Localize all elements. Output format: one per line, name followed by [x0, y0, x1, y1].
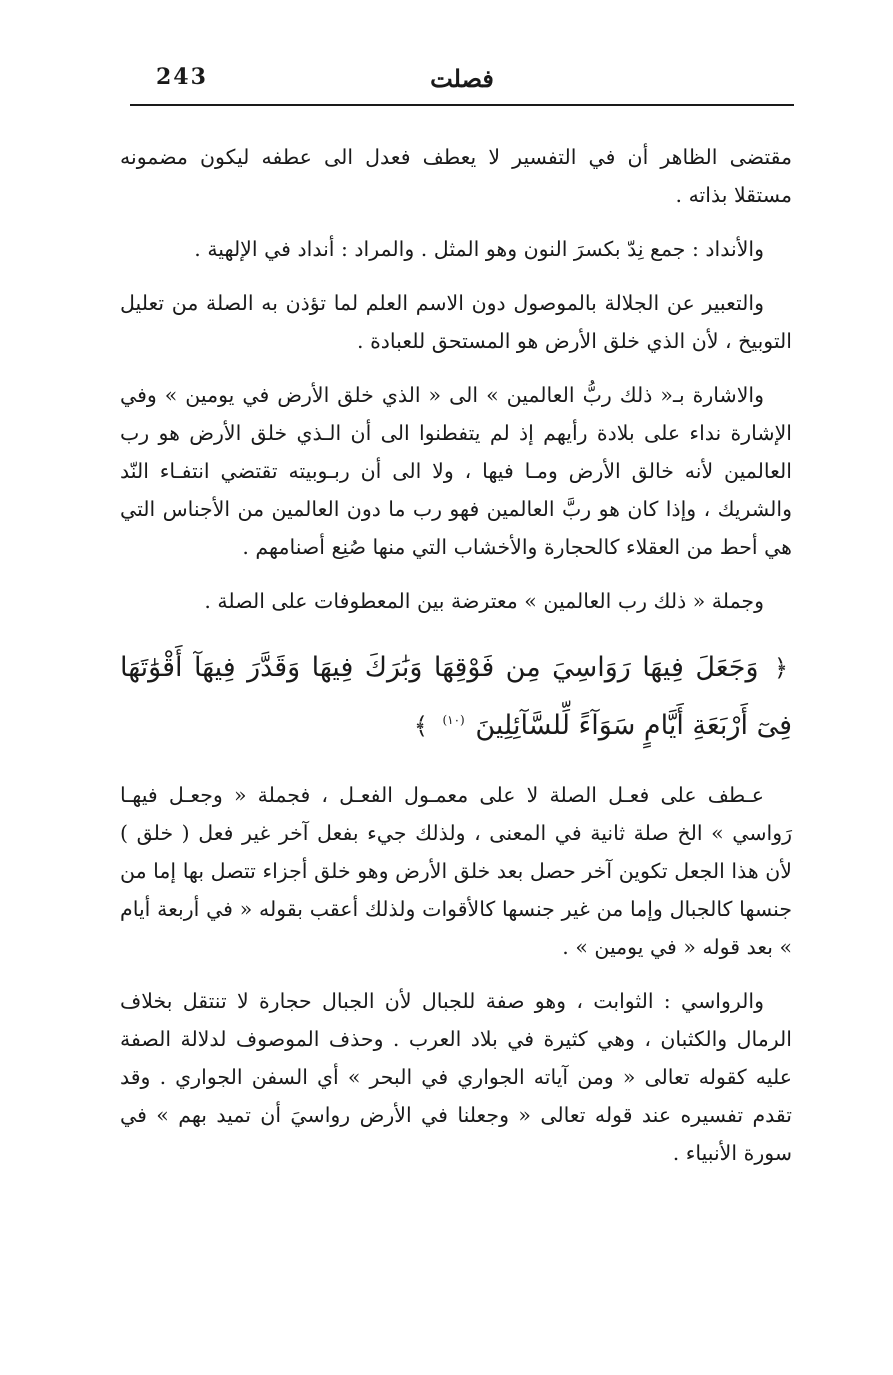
page-body [120, 138, 792, 1188]
header-rule [130, 104, 794, 106]
quran-verse [120, 642, 792, 752]
page-header [130, 58, 794, 106]
paragraph: والأنداد : جمع نِدّ بكسرَ النون وهو المثل . والمراد : أنداد في الإلهية . [194, 237, 764, 261]
running-title: فصلت [430, 64, 494, 93]
verse-text: وَجَعَلَ فِيهَا رَوَاسِيَ مِن فَوْقِهَا وَبَٰرَكَ فِيهَا وَقَدَّرَ فِيهَآ أَقْوَٰتَهَا فِىٓ أَرْبَعَةِ أَيَّامٍ سَوَآءً لِّلسَّآئِلِينَ [120, 652, 792, 741]
paragraph: وجملة « ذلك رب العالمين » معترضة بين المعطوفات على الصلة . [204, 589, 764, 613]
paragraph: والتعبير عن الجلالة بالموصول دون الاسم العلم لما تؤذن به الصلة من تعليل التوبيخ ، لأن الذي خلق الأرض هو المستحق للعبادة . [120, 291, 792, 353]
footnote-reference: (١٠) [442, 713, 465, 727]
verse-close-bracket: ﴾ [413, 712, 428, 740]
paragraph: والرواسي : الثوابت ، وهو صفة للجبال لأن الجبال حجارة لا تنتقل بخلاف الرمال والكثبان ، وهي كثيرة في بلاد العرب . وحذف الموصوف لدلالة الصفة عليه كقوله تعالى « ومن آياته الجواري في البحر » أي السفن الجواري . وقد تقدم تفسيره عند قوله تعالى « وجعلنا في الأرض رواسيَ أن تميد بهم » في سورة الأنبياء . [120, 989, 792, 1165]
paragraph: والاشارة بـ« ذلك ربُّ العالمين » الى « الذي خلق الأرض في يومين » وفي الإشارة نداء على بلادة رأيهم إذ لم يتفطنوا الى أن الـذي خلق الأرض هو رب العالمين لأنه خالق الأرض ومـا فيها ، ولا الى أن ربـوبيته تقتضي انتفـاء النّد والشريك ، وإذا كان هو ربَّ العالمين فهو رب ما دون العالمين من الأجناس التي هي أحط من العقلاء كالحجارة والأخشاب التي منها صُنِع أصنامهم . [120, 383, 792, 559]
page-number: 243 [156, 64, 208, 90]
verse-open-bracket: ﴿ [773, 654, 788, 682]
paragraph: عـطف على فعـل الصلة لا على معمـول الفعـل ، فجملة « وجعـل فيهـا رَواسي » الخ صلة ثانية في المعنى ، ولذلك جيء بفعل آخر غير فعل ( خلق ) لأن هذا الجعل تكوين آخر حصل بعد خلق الأرض وهو خلق أجزاء تتصل بها إما من جنسها كالجبال وإما من غير جنسها كالأقوات ولذلك أعقب بقوله « في أربعة أيام » بعد قوله « في يومين » . [120, 783, 792, 959]
paragraph: مقتضى الظاهر أن في التفسير لا يعطف فعدل الى عطفه ليكون مضمونه مستقلا بذاته . [120, 145, 792, 207]
